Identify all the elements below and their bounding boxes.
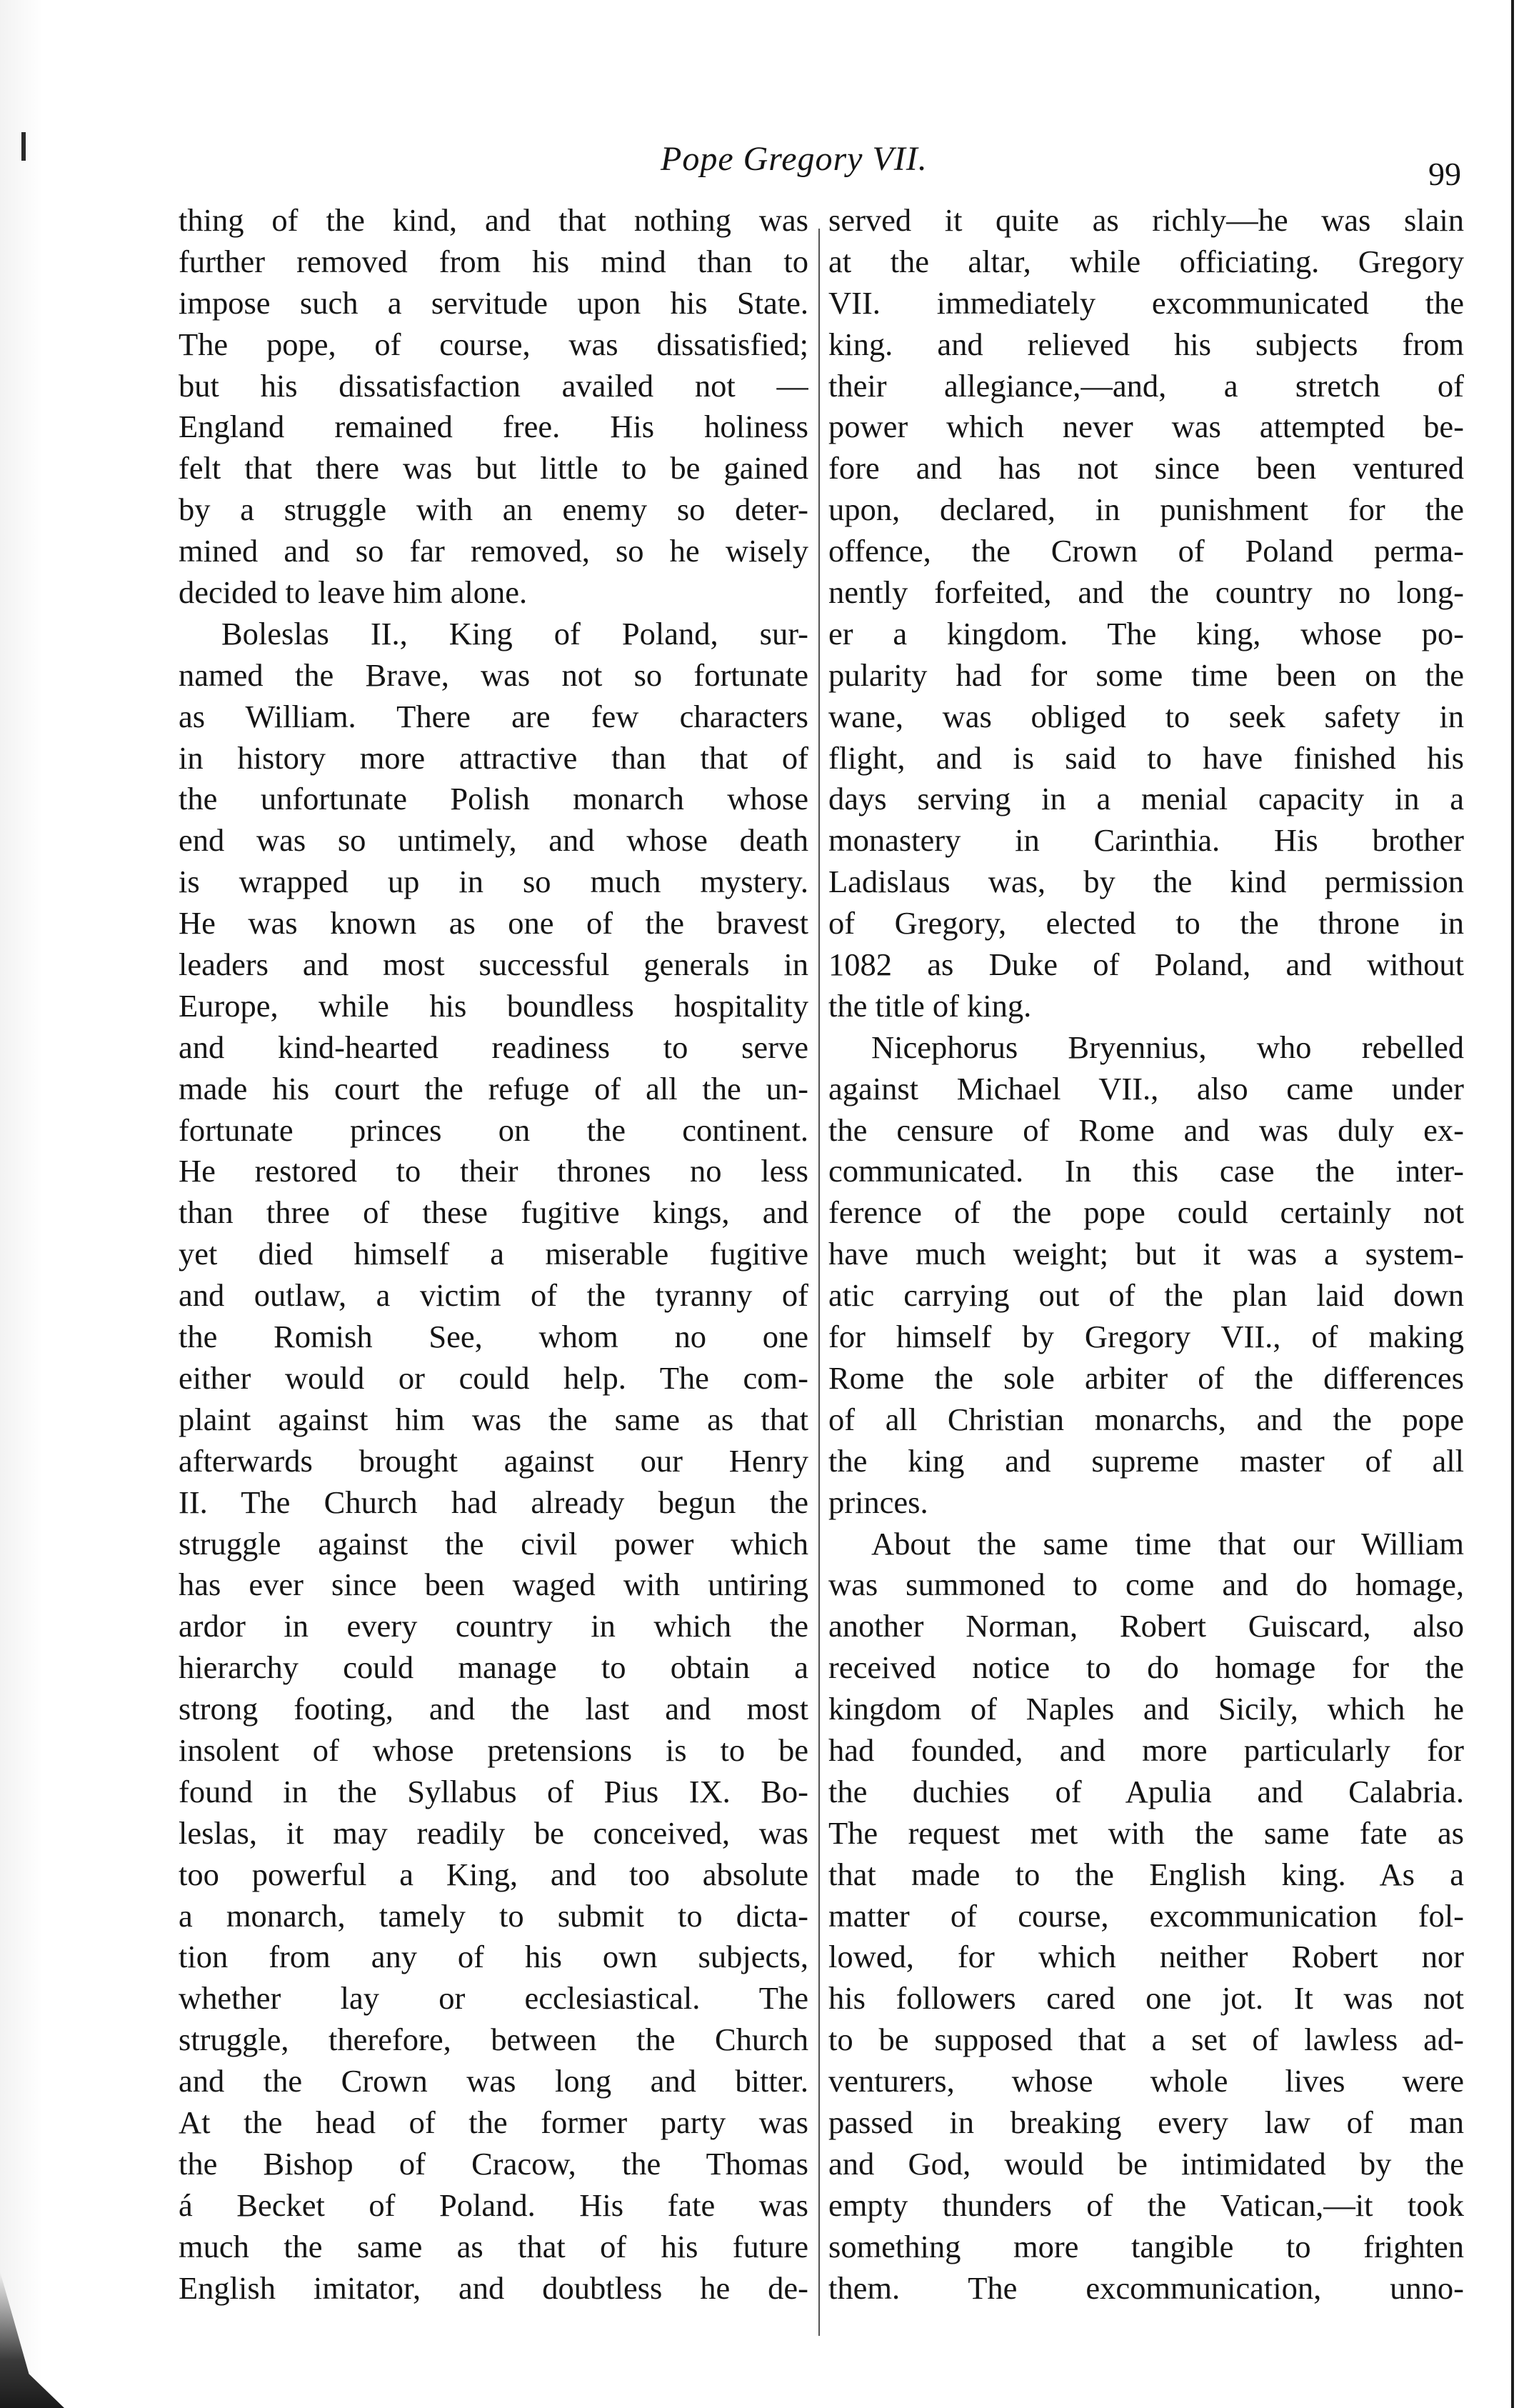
right-text-column bbox=[828, 200, 1464, 2309]
text-line: afterwards brought against our Henry bbox=[179, 1442, 808, 1479]
text-line: either would or could help. The com- bbox=[179, 1359, 808, 1396]
text-line: atic carrying out of the plan laid down bbox=[828, 1277, 1464, 1314]
text-line: and God, would be intimidated by the bbox=[828, 2145, 1464, 2182]
text-line: mined and so far removed, so he wisely bbox=[179, 533, 808, 569]
text-line: insolent of whose pretensions is to be bbox=[179, 1732, 808, 1768]
text-line: struggle, therefore, between the Church bbox=[179, 2022, 808, 2058]
text-line: to be supposed that a set of lawless ad- bbox=[828, 2022, 1464, 2058]
page-number: 99 bbox=[1428, 156, 1461, 192]
text-line: the unfortunate Polish monarch whose bbox=[179, 781, 808, 817]
text-line: another Norman, Robert Guiscard, also bbox=[828, 1608, 1464, 1644]
text-line: 1082 as Duke of Poland, and without bbox=[828, 946, 1464, 983]
column-divider bbox=[818, 229, 820, 2336]
text-line: At the head of the former party was bbox=[179, 2104, 808, 2140]
text-line: struggle against the civil power which bbox=[179, 1525, 808, 1562]
text-line: pularity had for some time been on the bbox=[828, 656, 1464, 693]
text-line: at the altar, while officiating. Gregory bbox=[828, 243, 1464, 279]
text-line: days serving in a menial capacity in a bbox=[828, 781, 1464, 817]
text-line: made his court the refuge of all the un- bbox=[179, 1070, 808, 1106]
text-line: ference of the pope could certainly not bbox=[828, 1194, 1464, 1231]
text-line: the title of king. bbox=[828, 987, 1032, 1024]
text-line: leslas, it may readily be conceived, was bbox=[179, 1814, 808, 1851]
text-line: tion from any of his own subjects, bbox=[179, 1939, 808, 1975]
text-line: passed in breaking every law of man bbox=[828, 2104, 1464, 2140]
text-line: had founded, and more particularly for bbox=[828, 1732, 1464, 1768]
text-line: named the Brave, was not so fortunate bbox=[179, 656, 808, 693]
text-line: Rome the sole arbiter of the differences bbox=[828, 1359, 1464, 1396]
text-line: hierarchy could manage to obtain a bbox=[179, 1649, 808, 1686]
text-line: nently forfeited, and the country no long- bbox=[828, 574, 1464, 611]
text-line: further removed from his mind than to bbox=[179, 243, 808, 279]
text-line: impose such a servitude upon his State. bbox=[179, 284, 808, 321]
text-line: the censure of Rome and was duly ex- bbox=[828, 1111, 1464, 1148]
text-line: received notice to do homage for the bbox=[828, 1649, 1464, 1686]
text-line: by a struggle with an enemy so deter- bbox=[179, 491, 808, 528]
text-line: kingdom of Naples and Sicily, which he bbox=[828, 1691, 1464, 1727]
text-line: is wrapped up in so much mystery. bbox=[179, 864, 808, 900]
page-edge-rule bbox=[1511, 0, 1514, 2408]
text-line: felt that there was but little to be gained bbox=[179, 450, 808, 486]
text-line: decided to leave him alone. bbox=[179, 574, 528, 611]
text-line: English imitator, and doubtless he de- bbox=[179, 2269, 808, 2306]
text-line: too powerful a King, and too absolute bbox=[179, 1856, 808, 1892]
text-line: Nicephorus Bryennius, who rebelled bbox=[871, 1029, 1464, 1065]
text-line: served it quite as richly—he was slain bbox=[828, 202, 1464, 238]
text-line: a monarch, tamely to submit to dicta- bbox=[179, 1897, 808, 1934]
text-line: monastery in Carinthia. His brother bbox=[828, 822, 1464, 859]
text-line: offence, the Crown of Poland perma- bbox=[828, 533, 1464, 569]
text-line: matter of course, excommunication fol- bbox=[828, 1897, 1464, 1934]
text-line: the Romish See, whom no one bbox=[179, 1319, 808, 1355]
text-line: but his dissatisfaction availed not — bbox=[179, 367, 808, 404]
text-line: much the same as that of his future bbox=[179, 2228, 808, 2264]
binding-shadow bbox=[0, 0, 43, 2408]
text-line: communicated. In this case the inter- bbox=[828, 1153, 1464, 1189]
text-line: flight, and is said to have finished his bbox=[828, 739, 1464, 776]
text-line: the Bishop of Cracow, the Thomas bbox=[179, 2145, 808, 2182]
text-line: wane, was obliged to seek safety in bbox=[828, 698, 1464, 734]
text-line: Ladislaus was, by the kind permission bbox=[828, 864, 1464, 900]
text-line: against Michael VII., also came under bbox=[828, 1070, 1464, 1106]
text-line: the duchies of Apulia and Calabria. bbox=[828, 1773, 1464, 1809]
text-line: lowed, for which neither Robert nor bbox=[828, 1939, 1464, 1975]
text-line: and outlaw, a victim of the tyranny of bbox=[179, 1277, 808, 1314]
text-line: them. The excommunication, unno- bbox=[828, 2269, 1464, 2306]
text-line: He was known as one of the bravest bbox=[179, 905, 808, 941]
text-line: that made to the English king. As a bbox=[828, 1856, 1464, 1892]
text-line: was summoned to come and do homage, bbox=[828, 1567, 1464, 1603]
text-line: leaders and most successful generals in bbox=[179, 946, 808, 983]
text-line: yet died himself a miserable fugitive bbox=[179, 1236, 808, 1272]
text-line: princes. bbox=[828, 1484, 928, 1520]
text-line: something more tangible to frighten bbox=[828, 2228, 1464, 2264]
text-line: VII. immediately excommunicated the bbox=[828, 284, 1464, 321]
text-line: The request met with the same fate as bbox=[828, 1814, 1464, 1851]
text-line: venturers, whose whole lives were bbox=[828, 2063, 1464, 2099]
text-line: whether lay or ecclesiastical. The bbox=[179, 1980, 808, 2017]
text-line: of Gregory, elected to the throne in bbox=[828, 905, 1464, 941]
text-line: fortunate princes on the continent. bbox=[179, 1111, 808, 1148]
text-line: as William. There are few characters bbox=[179, 698, 808, 734]
text-line: the king and supreme master of all bbox=[828, 1442, 1464, 1479]
text-line: ardor in every country in which the bbox=[179, 1608, 808, 1644]
running-title: Pope Gregory VII. bbox=[661, 140, 928, 178]
text-line: have much weight; but it was a system- bbox=[828, 1236, 1464, 1272]
text-line: II. The Church had already begun the bbox=[179, 1484, 808, 1520]
text-line: than three of these fugitive kings, and bbox=[179, 1194, 808, 1231]
text-line: strong footing, and the last and most bbox=[179, 1691, 808, 1727]
left-text-column bbox=[179, 200, 808, 2309]
text-line: king. and relieved his subjects from bbox=[828, 326, 1464, 362]
text-line: á Becket of Poland. His fate was bbox=[179, 2187, 808, 2223]
text-line: England remained free. His holiness bbox=[179, 409, 808, 445]
text-line: has ever since been waged with untiring bbox=[179, 1567, 808, 1603]
running-header bbox=[0, 139, 1524, 196]
text-line: for himself by Gregory VII., of making bbox=[828, 1319, 1464, 1355]
text-line: empty thunders of the Vatican,—it took bbox=[828, 2187, 1464, 2223]
text-line: plaint against him was the same as that bbox=[179, 1401, 808, 1437]
text-line: upon, declared, in punishment for the bbox=[828, 491, 1464, 528]
text-line: their allegiance,—and, a stretch of bbox=[828, 367, 1464, 404]
text-line: Europe, while his boundless hospitality bbox=[179, 987, 808, 1024]
text-line: and the Crown was long and bitter. bbox=[179, 2063, 808, 2099]
text-line: and kind-hearted readiness to serve bbox=[179, 1029, 808, 1065]
text-line: power which never was attempted be- bbox=[828, 409, 1464, 445]
text-line: his followers cared one jot. It was not bbox=[828, 1980, 1464, 2017]
text-line: fore and has not since been ventured bbox=[828, 450, 1464, 486]
text-line: Boleslas II., King of Poland, sur- bbox=[221, 615, 808, 651]
text-line: of all Christian monarchs, and the pope bbox=[828, 1401, 1464, 1437]
text-line: er a kingdom. The king, whose po- bbox=[828, 615, 1464, 651]
text-line: found in the Syllabus of Pius IX. Bo- bbox=[179, 1773, 808, 1809]
text-line: The pope, of course, was dissatisfied; bbox=[179, 326, 808, 362]
text-line: thing of the kind, and that nothing was bbox=[179, 202, 808, 238]
text-line: About the same time that our William bbox=[871, 1525, 1464, 1562]
text-line: in history more attractive than that of bbox=[179, 739, 808, 776]
text-line: He restored to their thrones no less bbox=[179, 1153, 808, 1189]
text-line: end was so untimely, and whose death bbox=[179, 822, 808, 859]
